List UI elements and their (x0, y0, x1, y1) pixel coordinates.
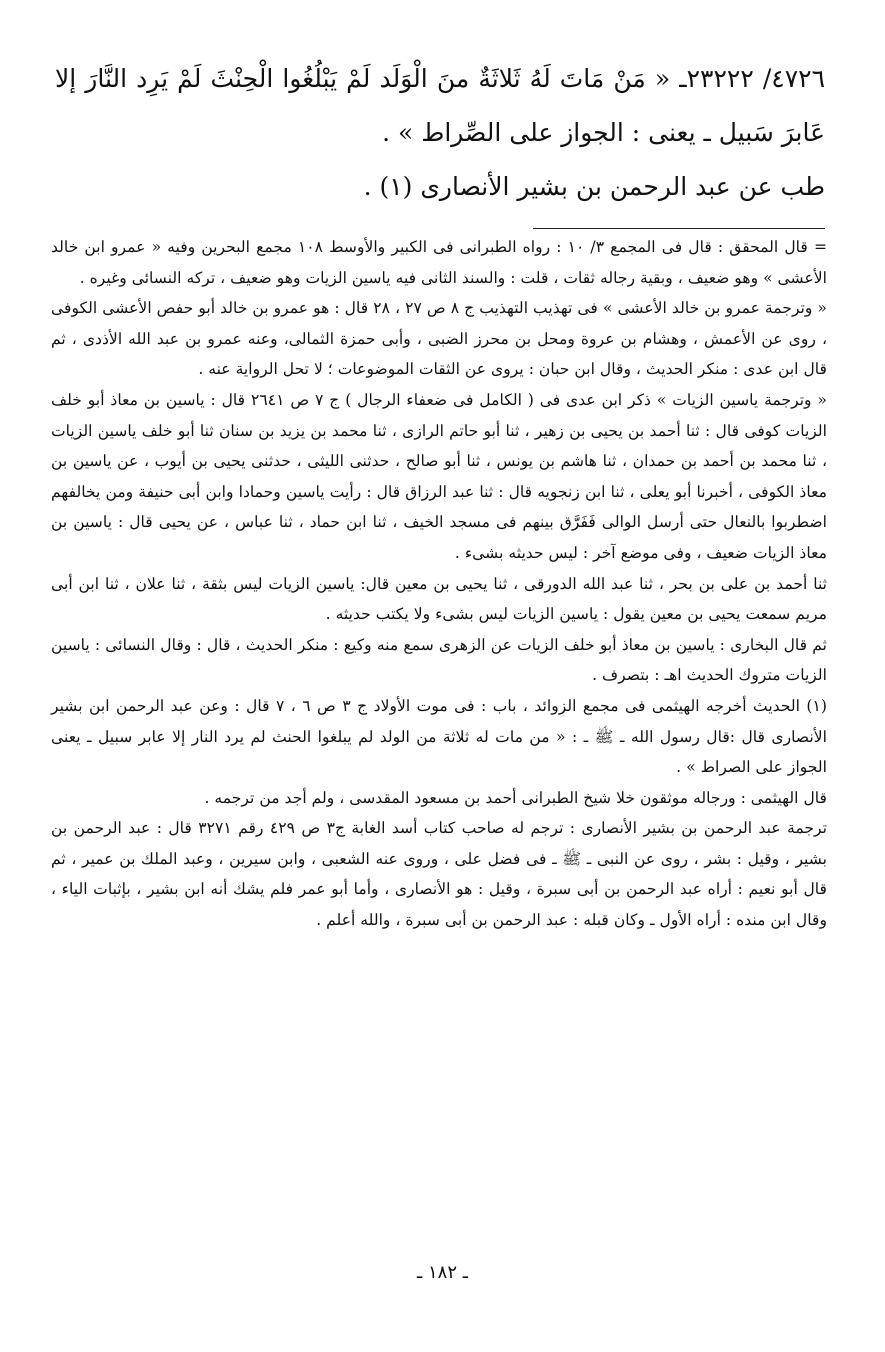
page-number: ـ ١٨٢ ـ (416, 1262, 468, 1283)
footnotes-block (51, 232, 827, 936)
hadith-text: ٤٧٢٦/ ٢٣٢٢٢ـ « مَنْ مَاتَ لَهُ ثَلاثَةٌ منَ الْوَلَد لَمْ يَبْلُغُوا الْحِنْثَ لَمْ يَرِد النَّارَ إلا عَابرَ سَبيل ـ يعنى : الجواز على الصِّراط » . (55, 64, 825, 147)
footnote-paragraph: قال الهيثمى : ورجاله موثقون خلا شيخ الطبرانى أحمد بن مسعود المقدسى ، ولم أجد من ترجمه . (204, 788, 827, 807)
hadith-block (55, 52, 825, 214)
footnote-divider (533, 228, 825, 229)
footnote-paragraph: ترجمة عبد الرحمن بن بشير الأنصارى : ترجم له صاحب كتاب أسد الغابة ج٣ ص ٤٢٩ رقم ٣٢٧١ قال : عبد الرحمن بن بشير ، وقيل : بشر ، روى عن النبى ـ ﷺ ـ فى فضل على ، وروى عنه الشعبى ، وابن سيرين ، وعبد الملك بن عمير ، ثم قال أبو نعيم : أراه عبد الرحمن بن أبى سبرة ، وقيل : هو الأنصارى ، وأما أبو عمر فلم يشك أنه ابن بشير ، بإثبات الياء ، وقال ابن منده : أراه الأول ـ وكان قبله : عبد الرحمن بن أبى سبرة ، والله أعلم . (51, 819, 827, 930)
footnote-paragraph: ثنا أحمد بن على بن بحر ، ثنا عبد الله الدورقى ، ثنا يحيى بن معين قال: ياسين الزيات ليس بثقة ، ثنا علان ، ثنا ابن أبى مريم سمعت يحيى بن معين يقول : ياسين الزيات ليس بشىء ولا يكتب حديثه . (51, 574, 827, 624)
footnote-paragraph: (١) الحديث أخرجه الهيثمى فى مجمع الزوائد ، باب : فى موت الأولاد ج ٣ ص ٦ ، ٧ قال : وعن عبد الرحمن ابن بشير الأنصارى قال :قال رسول الله ـ ﷺ ـ : « من مات له ثلاثة من الولد لم يبلغوا الحنث لم يرد النار إلا عابر سبيل ـ يعنى الجواز على الصراط » . (51, 696, 827, 777)
footnote-paragraph: = قال المحقق : قال فى المجمع ٣/ ١٠ : رواه الطبرانى فى الكبير والأوسط ١٠٨ مجمع البحرين وفيه « عمرو ابن خالد الأعشى » وهو ضعيف ، وبقية رجاله ثقات ، قلت : والسند الثانى فيه ياسين الزيات وهو ضعيف ، تركه النسائى وغيره . (51, 238, 828, 287)
footnote-paragraph: « وترجمة عمرو بن خالد الأعشى » فى تهذيب التهذيب ج ٨ ص ٢٧ ، ٢٨ قال : هو عمرو بن خالد أبو حفص الأعشى الكوفى ، روى عن الأعمش ، وهشام بن عروة ومحل بن محرز الضبى ، وأبى حمزة الثمالى، وعنه عمرو بن عبد الله الأذدى ، ثم قال ابن عدى : منكر الحديث ، وقال ابن حبان : يروى عن الثقات الموضوعات ؛ لا تحل الرواية عنه . (51, 299, 827, 379)
footnote-paragraph: « وترجمة ياسين الزيات » ذكر ابن عدى فى ( الكامل فى ضعفاء الرجال ) ج ٧ ص ٢٦٤١ قال : ياسين بن معاذ أبو خلف الزيات كوفى قال : ثنا أحمد بن يحيى بن زهير ، ثنا أبو حاتم الرازى ، ثنا محمد بن يزيد بن سنان ثنا أبو خلف ياسين الزيات ، ثنا محمد بن أحمد بن حمدان ، ثنا هاشم بن يونس ، ثنا أبو صالح ، حدثنى الليثى ، حدثنى يحيى بن أيوب ، عن ياسين بن معاذ الكوفى ، أخبرنا أبو يعلى ، ثنا ابن زنجويه قال : ثنا عبد الرزاق قال : رأيت ياسين وحمادا وابن أبى حنيفة ومن يخالفهم اضطربوا بالنعال حتى أرسل الوالى فَفَرَّق بينهم فى مسجد الخيف ، ثنا ابن حماد ، ثنا عباس ، عن يحيى قال : ياسين بن معاذ الزيات ضعيف ، وفى موضع آخر : ليس حديثه بشىء . (51, 390, 827, 562)
hadith-source: طب عن عبد الرحمن بن بشير الأنصارى (١) . (363, 172, 825, 201)
footnote-paragraph: ثم قال البخارى : ياسين بن معاذ أبو خلف الزيات عن الزهرى سمع منه وكيع : منكر الحديث ، قال : وقال النسائى : ياسين الزيات متروك الحديث اهـ : بتصرف . (51, 635, 827, 685)
